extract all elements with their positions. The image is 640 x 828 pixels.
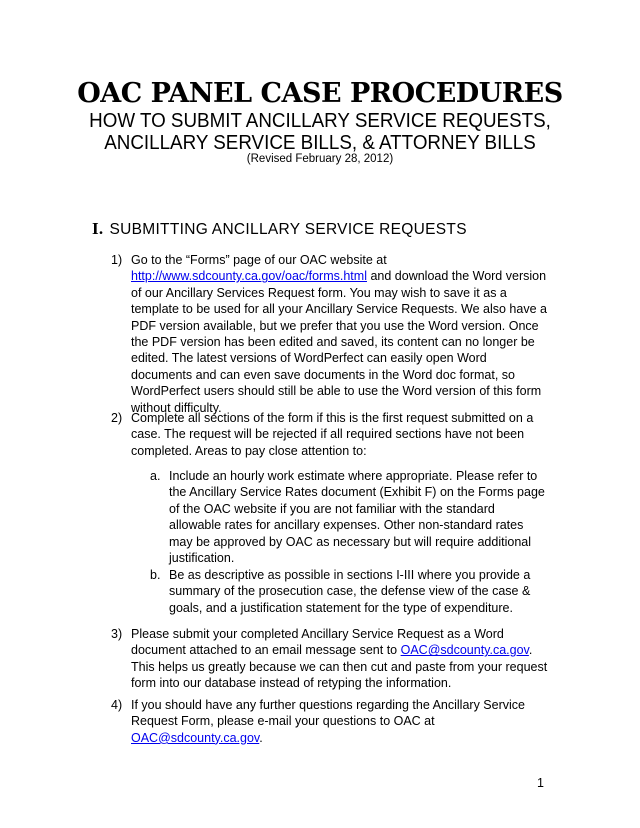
list-item-1: [111, 252, 551, 416]
document-title: OAC PANEL CASE PROCEDURES: [77, 78, 563, 109]
revision-date: (Revised February 28, 2012): [246, 153, 394, 165]
oac-email-link[interactable]: OAC@sdcounty.ca.gov: [131, 730, 260, 745]
list-item-3: [111, 626, 551, 692]
list-item-text: Please submit your completed Ancillary Service Request as a Word document attached to an email message sent to OAC@sdcounty.ca.gov. This helps us greatly because we can then cut and paste from your request form into our database instead of retyping the information.: [131, 627, 548, 691]
list-item-4: [111, 697, 551, 746]
sub-item-letter: a.: [150, 469, 161, 483]
forms-page-link[interactable]: http://www.sdcounty.ca.gov/oac/forms.html: [131, 269, 367, 284]
section-heading: [92, 219, 467, 239]
list-item-number: 3): [111, 627, 123, 641]
sub-item-b: [150, 567, 550, 616]
sub-item-a: [150, 468, 550, 566]
subtitle-line-1: HOW TO SUBMIT ANCILLARY SERVICE REQUESTS,: [89, 110, 551, 132]
sub-item-letter: b.: [150, 568, 161, 582]
sub-item-text: Be as descriptive as possible in sections I-III where you provide a summary of the prosecution case, the defense view of the case & goals, and a justification statement for the type of expenditure.: [169, 568, 531, 615]
subtitle-line-2: ANCILLARY SERVICE BILLS, & ATTORNEY BILLS: [104, 132, 536, 154]
list-item-number: 2): [111, 411, 123, 425]
list-item-number: 4): [111, 698, 123, 712]
page-number: 1: [537, 776, 544, 790]
section-title: SUBMITTING ANCILLARY SERVICE REQUESTS: [109, 221, 467, 238]
section-number: I.: [92, 219, 104, 238]
list-item-number: 1): [111, 253, 123, 267]
list-item-2: [111, 410, 551, 459]
oac-email-link[interactable]: OAC@sdcounty.ca.gov: [400, 643, 529, 658]
sub-item-text: Include an hourly work estimate where appropriate. Please refer to the Ancillary Service Rates document (Exhibit F) on the Forms page of the OAC website if you are not familiar with the standard allowable rates for ancillary expenses. Other non-standard rates may be approved by OAC as necessary but will require additional justification.: [169, 469, 545, 566]
list-item-text: Complete all sections of the form if this is the first request submitted on a case. The request will be rejected if all required sections have not been completed. Areas to pay close attention to:: [131, 411, 534, 458]
list-item-text: Go to the “Forms” page of our OAC website at http://www.sdcounty.ca.gov/oac/forms.html and download the Word version of our Ancillary Services Request form. You may wish to save it as a template to be used for all your Ancillary Service Requests. We also have a PDF version available, but we prefer that you use the Word version. Once the PDF version has been edited and saved, its content can no longer be edited. The latest versions of WordPerfect can easily open Word documents and can even save documents in the Word doc format, so WordPerfect users should still be able to use the Word version of this form without difficulty.: [131, 253, 547, 415]
list-item-text: If you should have any further questions regarding the Ancillary Service Request Form, please e-mail your questions to OAC at OAC@sdcounty.ca.gov.: [131, 698, 525, 745]
